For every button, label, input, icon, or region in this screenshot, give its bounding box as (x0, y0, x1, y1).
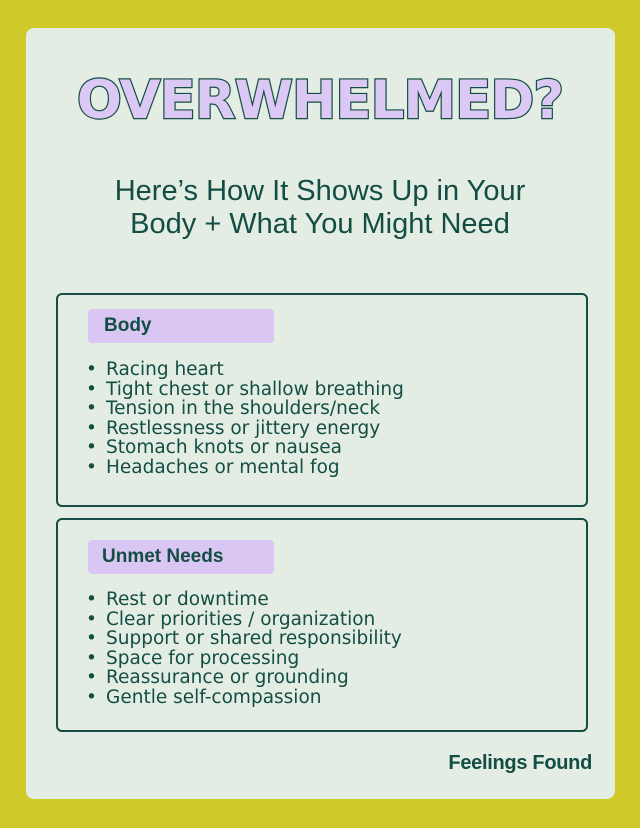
bullet-icon: • (86, 417, 97, 439)
list-item (86, 360, 404, 380)
list-item (86, 629, 402, 649)
bullet-icon: • (86, 667, 97, 689)
bullet-icon: • (86, 608, 97, 630)
list-item (86, 688, 402, 708)
body-symptom-list (86, 360, 404, 478)
list-item (86, 438, 404, 458)
list-item (86, 458, 404, 478)
list-item (86, 380, 404, 400)
bullet-icon: • (86, 398, 97, 420)
list-item (86, 668, 402, 688)
list-item-text: Rest or downtime (106, 589, 269, 610)
bullet-icon: • (86, 589, 97, 610)
bullet-icon: • (86, 359, 97, 380)
bullet-icon: • (86, 686, 97, 708)
list-item-text: Support or shared responsibility (106, 628, 402, 650)
list-item-text: Stomach knots or nausea (106, 437, 342, 459)
bullet-icon: • (86, 456, 97, 478)
unmet-needs-section-label: Unmet Needs (88, 540, 274, 574)
body-section (56, 293, 588, 507)
bullet-icon: • (86, 628, 97, 650)
list-item-text: Reassurance or grounding (106, 667, 349, 689)
subtitle (0, 175, 640, 241)
list-item-text: Gentle self-compassion (106, 686, 322, 708)
list-item (86, 399, 404, 419)
list-item-text: Restlessness or jittery energy (106, 417, 381, 439)
bullet-icon: • (86, 378, 97, 400)
body-section-label: Body (88, 309, 274, 343)
bullet-icon: • (86, 647, 97, 669)
list-item-text: Space for processing (106, 647, 300, 669)
list-item (86, 419, 404, 439)
page-title: OVERWHELMED? (76, 70, 564, 131)
list-item (86, 590, 402, 610)
bullet-icon: • (86, 437, 97, 459)
unmet-needs-section (56, 518, 588, 732)
list-item-text: Tension in the shoulders/neck (106, 398, 381, 420)
brand-logo: Feelings Found (448, 752, 592, 774)
list-item-text: Headaches or mental fog (106, 456, 340, 478)
list-item-text: Racing heart (106, 359, 224, 380)
subtitle-line-2: Body + What You Might Need (130, 208, 510, 240)
list-item (86, 649, 402, 669)
list-item-text: Tight chest or shallow breathing (106, 378, 404, 400)
list-item (86, 610, 402, 630)
list-item-text: Clear priorities / organization (106, 608, 376, 630)
subtitle-line-1: Here’s How It Shows Up in Your (114, 175, 526, 207)
unmet-needs-list (86, 590, 402, 708)
